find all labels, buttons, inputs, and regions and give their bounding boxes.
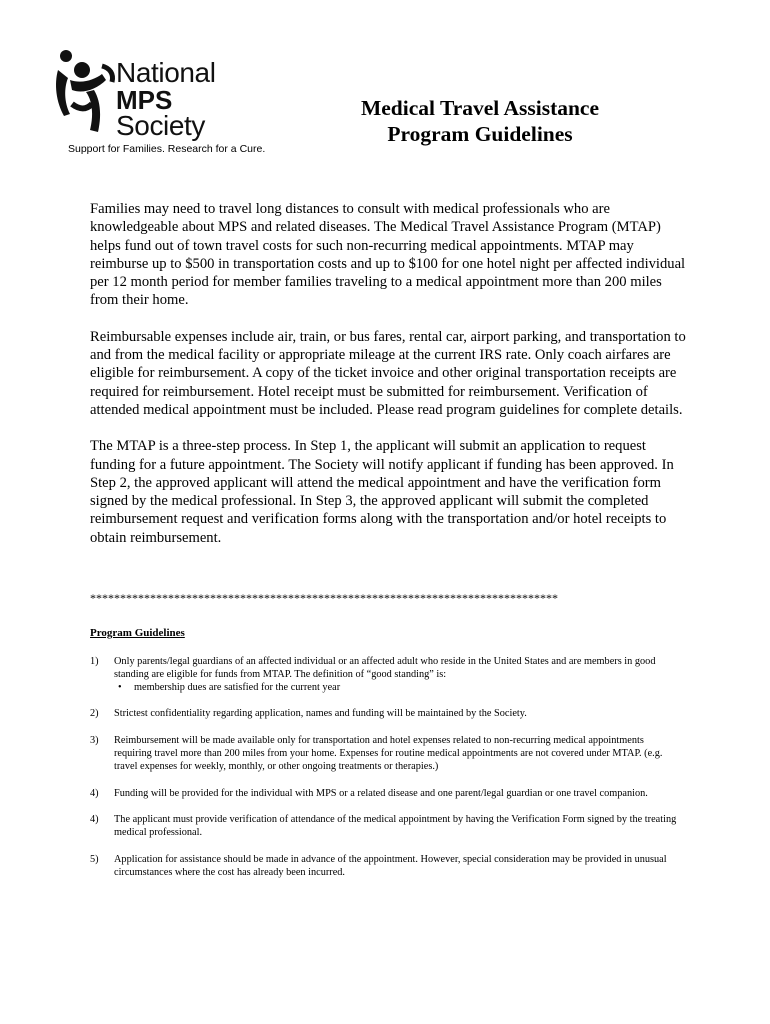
guideline-text: Strictest confidentiality regarding application, names and funding will be maintained by the Society.	[114, 708, 527, 720]
guideline-item	[90, 854, 690, 880]
guideline-item	[90, 788, 690, 801]
intro-section	[90, 200, 690, 565]
guideline-text: Reimbursement will be made available only for transportation and hotel expenses related to non-recurring medical appointments requiring travel more than 200 miles from your home. Expenses for routine medical appointments are not covered under MTAP. (e.g. travel expenses for weekly, monthly, or other ongoing treatments or therapies.)	[114, 735, 663, 772]
asterisk-separator: ******************************************************************************	[90, 591, 558, 605]
guideline-number: 1)	[90, 656, 99, 667]
guideline-text: Only parents/legal guardians of an affected individual or an affected adult who reside in the United States and are members in good standing are eligible for funds from MTAP. The definition of “good standing” is:	[114, 656, 656, 680]
guideline-item	[90, 708, 690, 721]
logo-text-mps: MPS	[116, 85, 173, 115]
intro-paragraph: The MTAP is a three-step process. In Step 1, the applicant will submit an application to request funding for a future appointment. The Society will notify applicant if funding has been approved. In Step 2, the approved applicant will attend the medical appointment and have the verification form signed by the medical professional. In Step 3, the approved applicant will submit the completed reimbursement request and verification forms along with the transportation and/or hotel receipts to obtain reimbursement.	[90, 438, 674, 546]
guideline-number: 4)	[90, 787, 99, 799]
logo-tagline: Support for Families. Research for a Cure.	[68, 143, 266, 155]
intro-paragraph: Reimbursable expenses include air, train, or bus fares, rental car, airport parking, and transportation to and from the medical facility or appropriate mileage at the current IRS rate. Only coach airfares are eligible for reimbursement. A copy of the ticket invoice and other original transportation receipts are required for reimbursement. Hotel receipt must be submitted for reimbursement. Verification of attended medical appointment must be included. Please read program guidelines for complete details.	[90, 328, 686, 418]
guideline-bullet-text: membership dues are satisfied for the current year	[134, 681, 341, 693]
guideline-text: The applicant must provide verification of attendance of the medical appointment by having the Verification Form signed by the treating medical professional.	[114, 814, 677, 839]
intro-paragraph: Families may need to travel long distances to consult with medical professionals who are knowledgeable about MPS and related diseases. The Medical Travel Assistance Program (MTAP) helps fund out of town travel costs for such non-recurring medical appointments. MTAP may reimburse up to $500 in transportation costs and up to $100 for one hotel night per affected individual per 12 month period for member families traveling to a medical appointment more than 200 miles from their home.	[90, 201, 686, 309]
title-line-1: Medical Travel Assistance	[360, 96, 600, 120]
guideline-number: 2)	[90, 708, 99, 720]
guideline-item	[90, 656, 690, 694]
logo-text-society: Society	[116, 110, 206, 141]
guidelines-heading: Program Guidelines	[90, 627, 185, 639]
guideline-bullet	[114, 682, 684, 695]
guideline-item	[90, 814, 690, 840]
guideline-text: Application for assistance should be made in advance of the appointment. However, special consideration may be provided in unusual circumstances where the cost has already been incurred.	[114, 853, 667, 878]
guideline-number: 4)	[90, 814, 99, 826]
title-line-2: Program Guidelines	[387, 122, 573, 146]
guideline-item	[90, 735, 690, 773]
society-logo	[52, 44, 292, 164]
guideline-text: Funding will be provided for the individual with MPS or a related disease and one parent/legal guardian or one travel companion.	[114, 787, 648, 799]
bullet-icon: •	[118, 681, 122, 693]
guideline-number: 3)	[90, 735, 99, 747]
document-title	[330, 95, 630, 147]
guideline-number: 5)	[90, 853, 99, 865]
logo-text-national: National	[116, 57, 216, 88]
guidelines-list	[90, 656, 690, 894]
family-figure-icon	[52, 44, 122, 144]
